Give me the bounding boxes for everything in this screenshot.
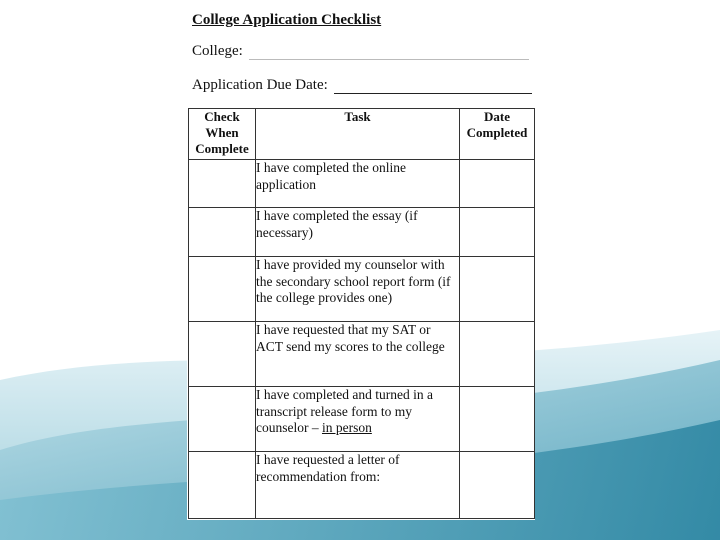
task-cell: I have requested a letter of recommendation from: (256, 452, 460, 519)
task-cell: I have completed the online application (256, 160, 460, 208)
table-header-row (189, 109, 535, 160)
date-cell[interactable] (460, 322, 535, 387)
college-field (192, 43, 529, 60)
check-cell[interactable] (189, 208, 256, 257)
task-text: I have completed and turned in a transcript release form to my counselor – (256, 387, 433, 435)
date-cell[interactable] (460, 257, 535, 322)
table-row (189, 160, 535, 208)
table-row (189, 387, 535, 452)
check-cell[interactable] (189, 257, 256, 322)
table-row (189, 208, 535, 257)
due-date-blank-line (334, 79, 532, 94)
date-cell[interactable] (460, 387, 535, 452)
date-header-line: Completed (466, 125, 528, 140)
table-row (189, 452, 535, 519)
table-row (189, 322, 535, 387)
check-cell[interactable] (189, 160, 256, 208)
college-blank-line (249, 45, 529, 60)
due-date-field (192, 77, 532, 94)
date-header-line: Date (484, 109, 510, 124)
date-cell[interactable] (460, 160, 535, 208)
check-header-line: Check (204, 109, 240, 124)
check-cell[interactable] (189, 452, 256, 519)
task-cell (256, 387, 460, 452)
table-row (189, 257, 535, 322)
date-cell[interactable] (460, 208, 535, 257)
check-cell[interactable] (189, 322, 256, 387)
document-title: College Application Checklist (192, 12, 382, 28)
check-header-line: Complete (195, 141, 249, 156)
task-emphasis-text: in person (321, 420, 372, 435)
date-cell[interactable] (460, 452, 535, 519)
check-header-line: When (205, 125, 239, 140)
task-cell: I have requested that my SAT or ACT send my scores to the college (256, 322, 460, 387)
date-column-header (460, 109, 535, 160)
due-date-label: Application Due Date: (192, 77, 328, 93)
task-column-header: Task (256, 109, 460, 160)
task-cell: I have provided my counselor with the secondary school report form (if the college provides one) (256, 257, 460, 322)
checklist-table (188, 108, 535, 519)
check-column-header (189, 109, 256, 160)
check-cell[interactable] (189, 387, 256, 452)
college-label: College: (192, 43, 243, 59)
task-cell: I have completed the essay (if necessary) (256, 208, 460, 257)
